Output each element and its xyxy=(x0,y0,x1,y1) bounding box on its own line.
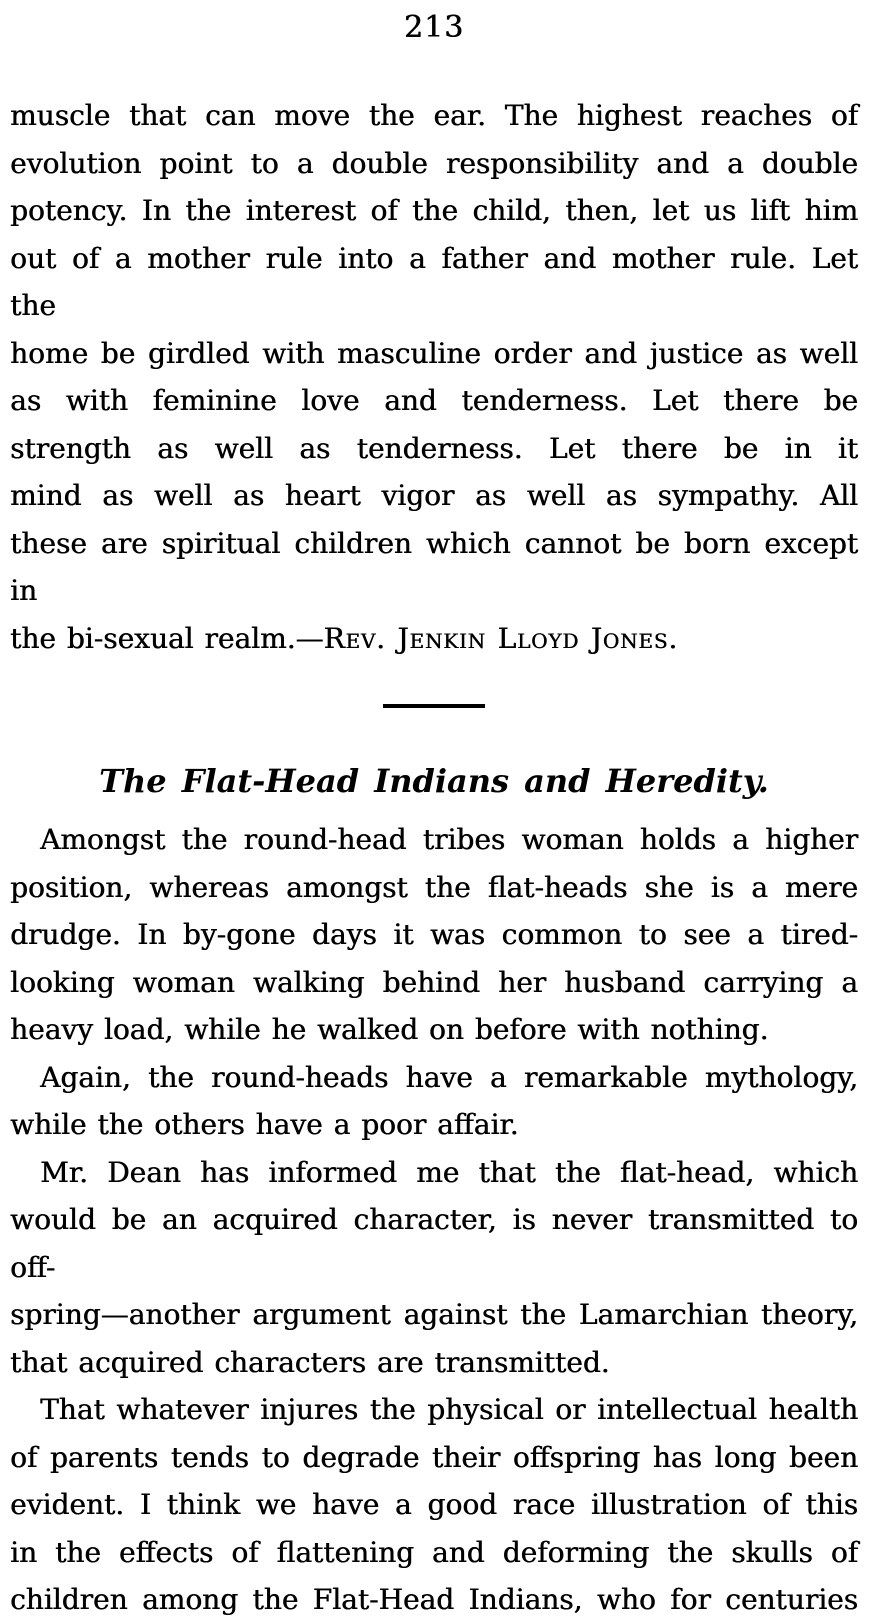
paragraph xyxy=(10,1054,858,1149)
text-line: would be an acquired character, is never transmitted to off- xyxy=(10,1203,858,1284)
text-line: while the others have a poor affair. xyxy=(10,1108,519,1141)
text-line: mind as well as heart vigor as well as sympathy. All xyxy=(10,479,858,512)
text-line: muscle that can move the ear. The highest reaches of xyxy=(10,99,858,132)
text-line: as with feminine love and tenderness. Let there be xyxy=(10,384,858,417)
attribution: Rev. Jenkin Lloyd Jones. xyxy=(323,621,678,655)
article-body xyxy=(10,816,858,1624)
paragraph xyxy=(10,816,858,1054)
text-line: out of a mother rule into a father and mother rule. Let the xyxy=(10,241,858,322)
text-line: evolution point to a double responsibility and a double xyxy=(10,146,858,180)
text-line: heavy load, while he walked on before with nothing. xyxy=(10,1013,769,1046)
text-line: these are spiritual children which cannot be born except in xyxy=(10,526,858,607)
text-line: strength as well as tenderness. Let there be in it xyxy=(10,431,858,465)
text-line: in the effects of flattening and deforming the skulls of xyxy=(10,1535,858,1569)
text-line: spring—another argument against the Lamarchian theory, xyxy=(10,1298,858,1331)
section-divider xyxy=(383,704,485,708)
text-line: Amongst the round-head tribes woman holds a higher xyxy=(40,823,858,856)
text-line: that acquired characters are transmitted. xyxy=(10,1345,610,1379)
text-line: That whatever injures the physical or intellectual health xyxy=(40,1393,858,1426)
paragraph xyxy=(10,1149,858,1387)
text-line: Again, the round-heads have a remarkable mythology, xyxy=(40,1060,858,1094)
text-line: drudge. In by-gone days it was common to see a tired- xyxy=(10,918,858,951)
section-heading: The Flat-Head Indians and Heredity. xyxy=(99,762,769,800)
text-line: Mr. Dean has informed me that the flat-head, which xyxy=(40,1155,858,1189)
text-line: of parents tends to degrade their offspring has long been xyxy=(10,1440,858,1474)
page-number: 213 xyxy=(403,10,465,45)
text-line: looking woman walking behind her husband carrying a xyxy=(10,965,858,999)
quote-paragraph xyxy=(10,92,858,662)
paragraph xyxy=(10,1386,858,1624)
text-line: evident. I think we have a good race illustration of this xyxy=(10,1488,858,1521)
text-line: children among the Flat-Head Indians, who for centuries xyxy=(10,1583,858,1616)
text-line: home be girdled with masculine order and justice as well xyxy=(10,336,858,370)
text-line: position, whereas amongst the flat-heads she is a mere xyxy=(10,870,858,904)
quote-closing-text: the bi-sexual realm.— xyxy=(10,621,324,655)
text-line xyxy=(10,615,858,663)
text-line: potency. In the interest of the child, then, let us lift him xyxy=(10,194,858,227)
